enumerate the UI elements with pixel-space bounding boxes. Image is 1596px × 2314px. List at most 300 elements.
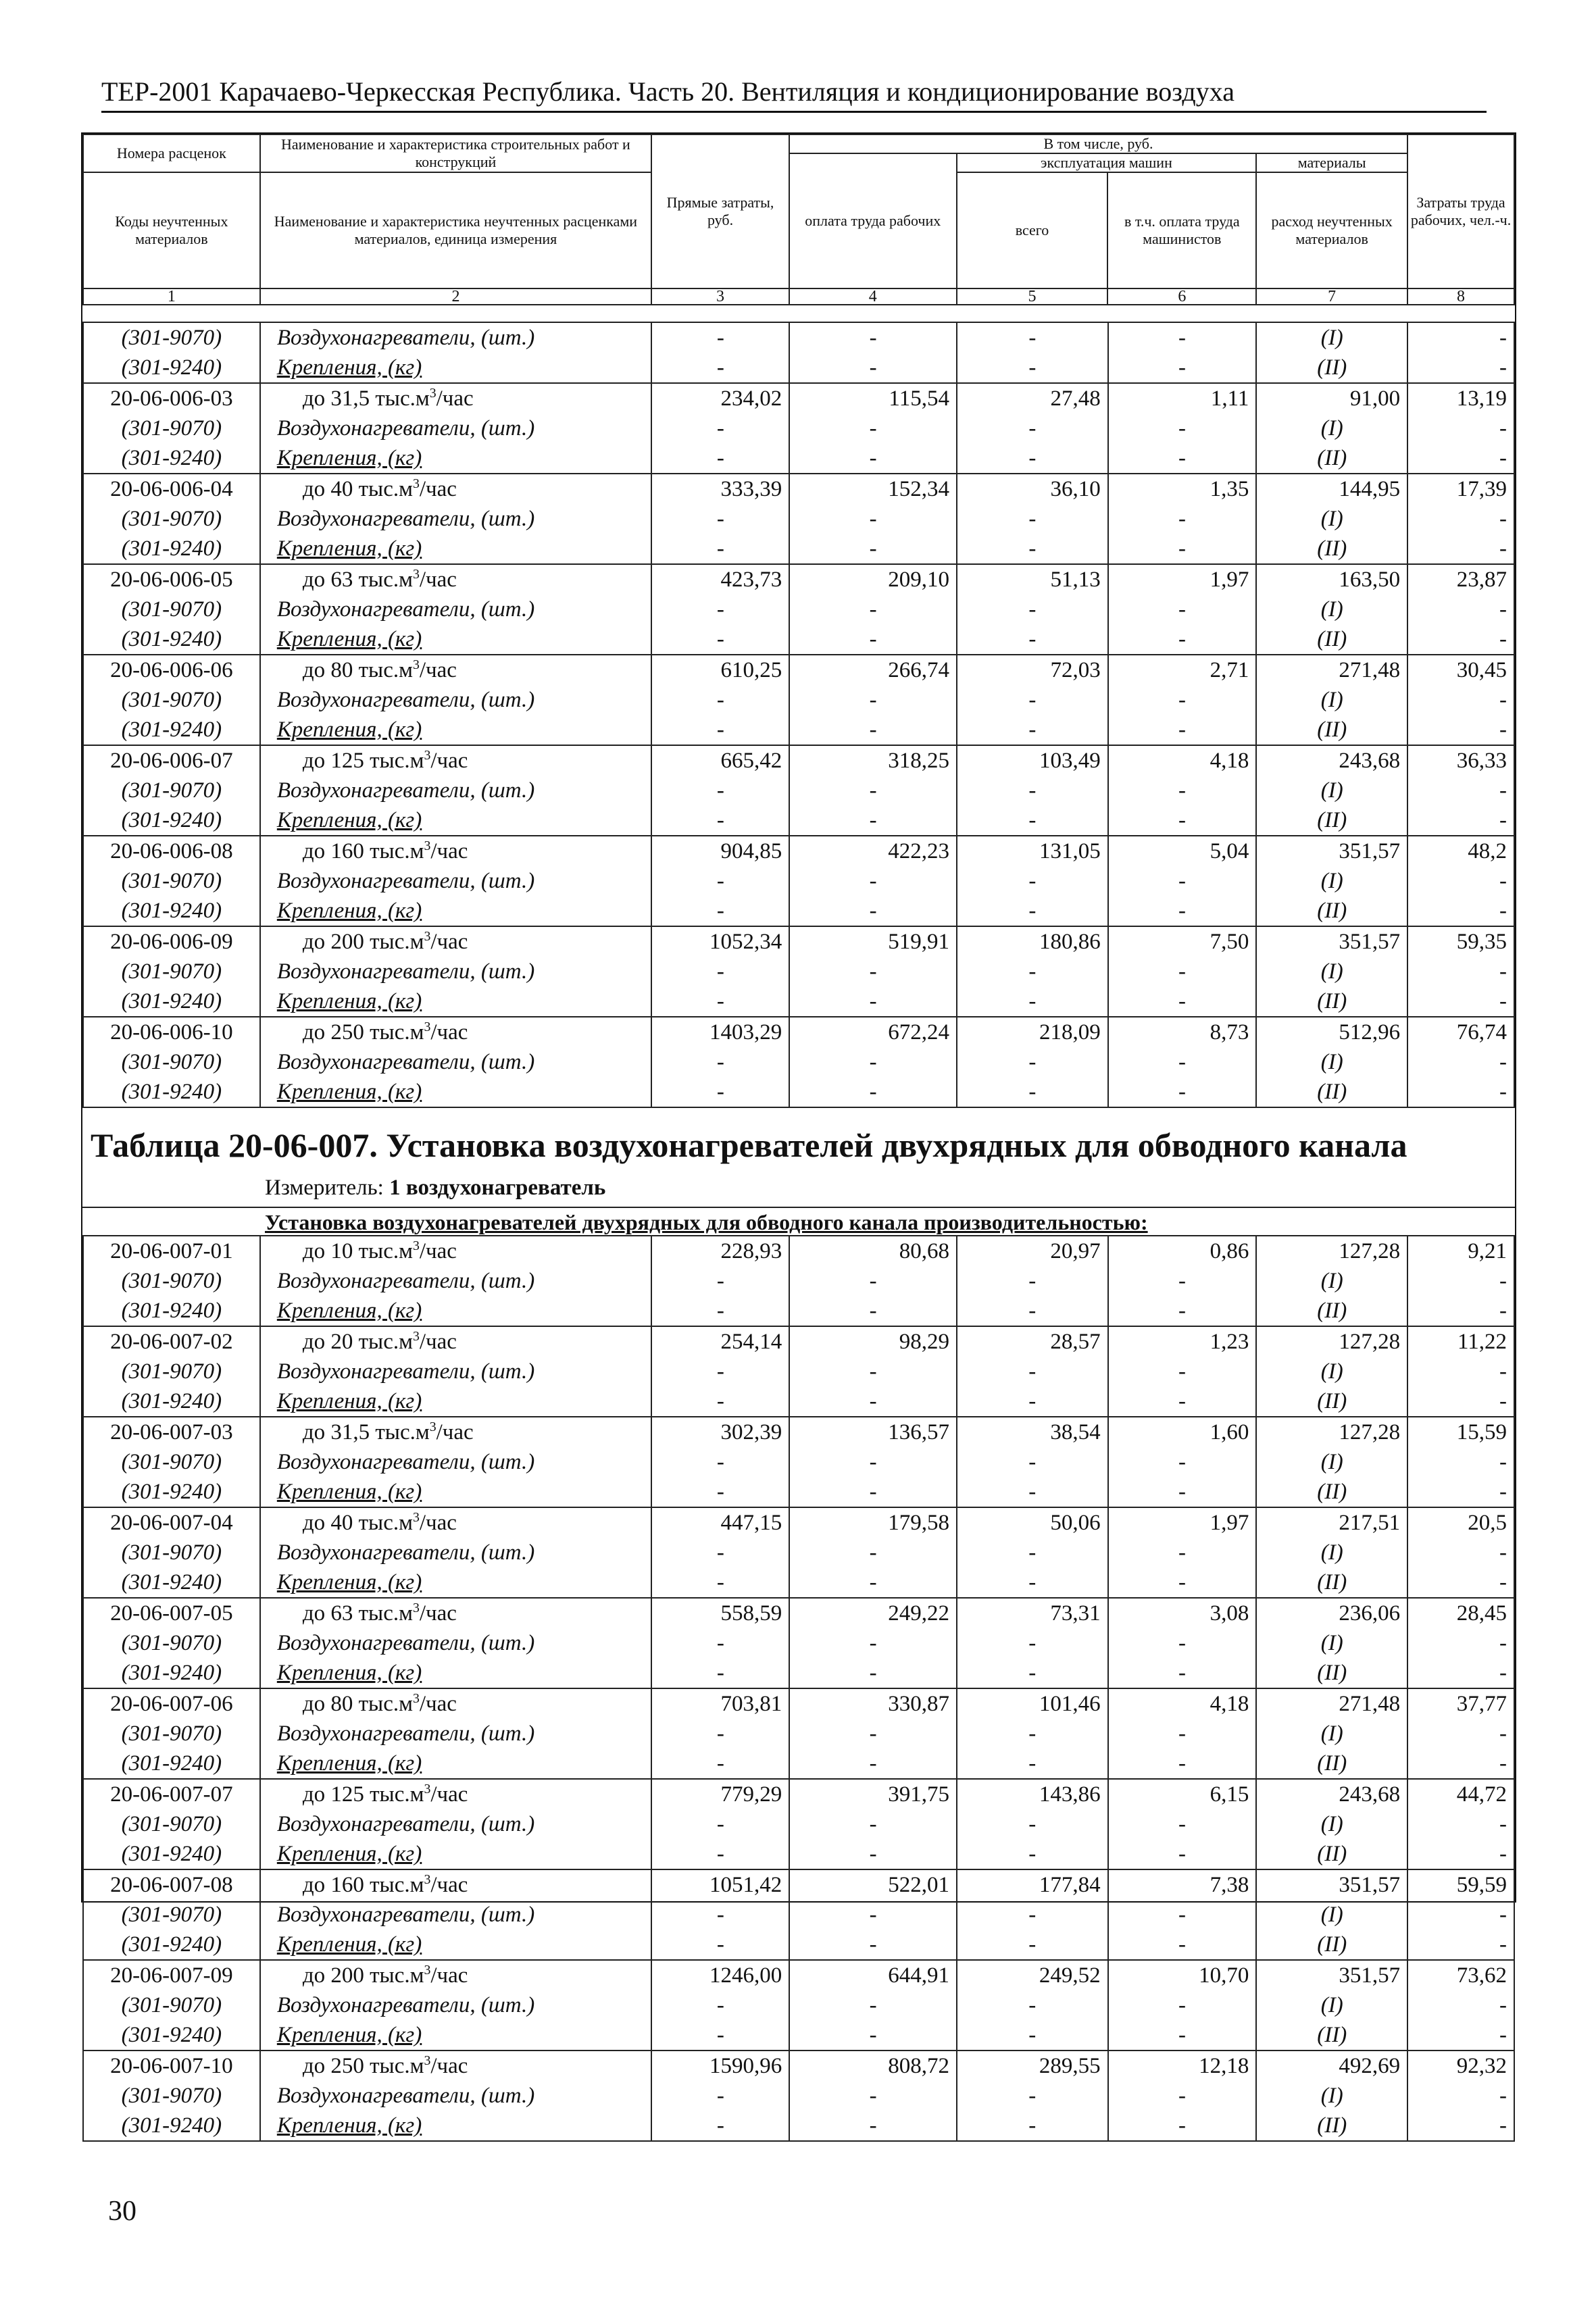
col-number: 1 (83, 288, 260, 305)
empty-value: - (957, 322, 1108, 353)
value-mach: 177,84 (957, 1869, 1108, 1900)
value-mach: 218,09 (957, 1017, 1108, 1047)
rate-name (260, 1869, 652, 1900)
empty-value: - (651, 353, 789, 383)
rate-name-text: до 20 тыс.м (302, 1330, 413, 1354)
empty-value: - (1108, 353, 1257, 383)
value-mach: 38,54 (957, 1417, 1108, 1447)
rate-code: 20-06-006-10 (83, 1017, 260, 1047)
header-material-name: Наименование и характеристика неучтенных расценками материалов, единица измерения (260, 172, 651, 288)
table-row (83, 1749, 1514, 1779)
table-row (83, 1628, 1514, 1658)
material-name: Крепления, (кг) (260, 896, 652, 926)
header-direct-costs: Прямые затраты, руб. (651, 134, 789, 288)
value-material: 127,28 (1256, 1417, 1407, 1447)
value-mach-labor: 1,23 (1108, 1326, 1257, 1357)
material-ref: (I) (1256, 1900, 1407, 1930)
value-direct: 610,25 (651, 655, 789, 685)
empty-value: - (957, 986, 1108, 1017)
rate-name (260, 1417, 652, 1447)
empty-value: - (1407, 1047, 1514, 1077)
value-direct: 1590,96 (651, 2051, 789, 2081)
material-name: Крепления, (кг) (260, 2111, 652, 2141)
empty-value: - (957, 1628, 1108, 1658)
empty-value: - (1407, 534, 1514, 564)
material-ref: (II) (1256, 986, 1407, 1017)
empty-value: - (651, 1749, 789, 1779)
empty-value: - (651, 1296, 789, 1326)
rate-unit: /час (419, 1239, 457, 1263)
table-row (83, 1447, 1514, 1477)
empty-value: - (957, 534, 1108, 564)
empty-value: - (789, 1628, 957, 1658)
unit-superscript: 3 (424, 748, 431, 763)
material-code: (301-9070) (83, 866, 260, 896)
rate-name-text: до 40 тыс.м (302, 1511, 413, 1535)
empty-value: - (789, 504, 957, 534)
value-material: 351,57 (1256, 1869, 1407, 1900)
table-row (83, 1809, 1514, 1839)
value-direct: 1051,42 (651, 1869, 789, 1900)
rate-code: 20-06-007-02 (83, 1326, 260, 1357)
material-name: Воздухонагреватели, (шт.) (260, 685, 652, 715)
empty-value: - (1407, 1900, 1514, 1930)
empty-value: - (789, 1296, 957, 1326)
material-code: (301-9070) (83, 1628, 260, 1658)
empty-value: - (1108, 896, 1257, 926)
value-hours: 48,2 (1407, 836, 1514, 866)
value-hours: 76,74 (1407, 1017, 1514, 1047)
empty-value: - (789, 1809, 957, 1839)
value-labor: 330,87 (789, 1688, 957, 1719)
empty-value: - (651, 1477, 789, 1507)
rate-code: 20-06-007-07 (83, 1779, 260, 1809)
empty-value: - (957, 1930, 1108, 1960)
value-mach-labor: 8,73 (1108, 1017, 1257, 1047)
value-material: 243,68 (1256, 1779, 1407, 1809)
empty-value: - (651, 2111, 789, 2141)
value-direct: 779,29 (651, 1779, 789, 1809)
material-name: Крепления, (кг) (260, 443, 652, 474)
material-ref: (II) (1256, 1749, 1407, 1779)
table-row (83, 1598, 1514, 1628)
empty-value: - (789, 1386, 957, 1417)
material-name: Воздухонагреватели, (шт.) (260, 1719, 652, 1749)
unit-superscript: 3 (413, 567, 420, 582)
table-2-subtitle-row (82, 1207, 1515, 1236)
empty-value: - (651, 504, 789, 534)
value-mach-labor: 1,11 (1108, 383, 1257, 413)
header-material-consumption: расход неучтенных материалов (1256, 172, 1407, 288)
empty-value: - (789, 1447, 957, 1477)
empty-value: - (789, 353, 957, 383)
value-mach-labor: 1,60 (1108, 1417, 1257, 1447)
material-code: (301-9240) (83, 353, 260, 383)
value-material: 217,51 (1256, 1507, 1407, 1538)
empty-value: - (651, 896, 789, 926)
value-mach-labor: 5,04 (1108, 836, 1257, 866)
table-row (83, 1507, 1514, 1538)
rate-name-text: до 125 тыс.м (302, 749, 424, 773)
empty-value: - (957, 2020, 1108, 2051)
value-mach: 36,10 (957, 474, 1108, 504)
empty-value: - (651, 413, 789, 443)
material-name: Воздухонагреватели, (шт.) (260, 1357, 652, 1386)
empty-value: - (957, 1386, 1108, 1417)
material-ref: (I) (1256, 866, 1407, 896)
table-row (83, 624, 1514, 655)
rate-unit: /час (419, 477, 457, 501)
empty-value: - (957, 1809, 1108, 1839)
material-code: (301-9070) (83, 1809, 260, 1839)
empty-value: - (651, 2081, 789, 2111)
empty-value: - (1108, 1900, 1257, 1930)
rate-name-text: до 31,5 тыс.м (302, 1420, 430, 1444)
material-ref: (II) (1256, 1930, 1407, 1960)
empty-value: - (1108, 322, 1257, 353)
table-row (83, 1567, 1514, 1598)
value-mach: 131,05 (957, 836, 1108, 866)
empty-value: - (651, 805, 789, 836)
table-row (83, 1719, 1514, 1749)
empty-value: - (1108, 504, 1257, 534)
empty-value: - (1407, 1296, 1514, 1326)
rate-unit: /час (419, 1601, 457, 1626)
material-ref: (II) (1256, 1077, 1407, 1107)
table-row (83, 776, 1514, 805)
table-row (83, 1658, 1514, 1688)
meter-value: 1 воздухонагреватель (389, 1176, 606, 1200)
rate-code: 20-06-006-08 (83, 836, 260, 866)
empty-value: - (1407, 1077, 1514, 1107)
value-hours: 37,77 (1407, 1688, 1514, 1719)
rate-name-text: до 63 тыс.м (302, 568, 413, 592)
empty-value: - (789, 322, 957, 353)
material-code: (301-9070) (83, 1990, 260, 2020)
table-row (83, 353, 1514, 383)
rate-name (260, 1326, 652, 1357)
value-direct: 447,15 (651, 1507, 789, 1538)
material-name: Воздухонагреватели, (шт.) (260, 1047, 652, 1077)
table-row (83, 1930, 1514, 1960)
material-name: Крепления, (кг) (260, 1839, 652, 1869)
rate-code: 20-06-006-03 (83, 383, 260, 413)
empty-value: - (957, 1447, 1108, 1477)
header-labor-pay: оплата труда рабочих (789, 153, 957, 288)
material-ref: (I) (1256, 2081, 1407, 2111)
header-machinist-pay: в т.ч. оплата труда машинистов (1107, 172, 1256, 288)
material-code: (301-9070) (83, 957, 260, 986)
empty-value: - (1108, 624, 1257, 655)
material-code: (301-9240) (83, 1658, 260, 1688)
empty-value: - (651, 1047, 789, 1077)
rate-unit: /час (419, 1692, 457, 1716)
rate-name-text: до 250 тыс.м (302, 2054, 424, 2078)
table-row (83, 2111, 1514, 2141)
value-direct: 703,81 (651, 1688, 789, 1719)
material-name: Крепления, (кг) (260, 1749, 652, 1779)
empty-value: - (789, 715, 957, 745)
material-ref: (I) (1256, 1047, 1407, 1077)
material-ref: (II) (1256, 443, 1407, 474)
empty-value: - (651, 776, 789, 805)
material-name: Воздухонагреватели, (шт.) (260, 504, 652, 534)
value-hours: 9,21 (1407, 1236, 1514, 1266)
value-direct: 558,59 (651, 1598, 789, 1628)
table-row (83, 715, 1514, 745)
material-name: Воздухонагреватели, (шт.) (260, 1266, 652, 1296)
value-mach-labor: 1,97 (1108, 564, 1257, 595)
header-materials: материалы (1256, 153, 1407, 172)
empty-value: - (1108, 1477, 1257, 1507)
empty-value: - (789, 1047, 957, 1077)
table-2-title: Таблица 20-06-007. Установка воздухонагревателей двухрядных для обводного канала (91, 1126, 1407, 1164)
empty-value: - (651, 1266, 789, 1296)
empty-value: - (1108, 1809, 1257, 1839)
empty-value: - (1407, 1658, 1514, 1688)
rate-code: 20-06-007-08 (83, 1869, 260, 1900)
value-mach: 50,06 (957, 1507, 1108, 1538)
empty-value: - (1407, 1990, 1514, 2020)
empty-value: - (957, 685, 1108, 715)
table-row (83, 1990, 1514, 2020)
empty-value: - (651, 534, 789, 564)
empty-value: - (651, 957, 789, 986)
empty-value: - (789, 1990, 957, 2020)
value-mach: 72,03 (957, 655, 1108, 685)
empty-value: - (957, 1477, 1108, 1507)
table-2-body (82, 1235, 1515, 2142)
rate-code: 20-06-007-10 (83, 2051, 260, 2081)
table-row (83, 957, 1514, 986)
table-row (83, 564, 1514, 595)
value-labor: 672,24 (789, 1017, 957, 1047)
empty-value: - (1108, 805, 1257, 836)
rate-unit: /час (436, 1420, 474, 1444)
material-code: (301-9240) (83, 1749, 260, 1779)
value-mach-labor: 10,70 (1108, 1960, 1257, 1990)
value-labor: 179,58 (789, 1507, 957, 1538)
value-direct: 234,02 (651, 383, 789, 413)
unit-superscript: 3 (429, 1419, 437, 1434)
material-name: Воздухонагреватели, (шт.) (260, 1447, 652, 1477)
rate-name-text: до 160 тыс.м (302, 839, 424, 863)
material-code: (301-9240) (83, 624, 260, 655)
material-code: (301-9240) (83, 534, 260, 564)
material-ref: (II) (1256, 353, 1407, 383)
empty-value: - (789, 1477, 957, 1507)
material-name: Крепления, (кг) (260, 1930, 652, 1960)
table-row (83, 1839, 1514, 1869)
value-hours: 59,35 (1407, 926, 1514, 957)
empty-value: - (1108, 1628, 1257, 1658)
material-name: Крепления, (кг) (260, 986, 652, 1017)
unit-superscript: 3 (424, 1872, 431, 1887)
empty-value: - (789, 986, 957, 1017)
empty-value: - (957, 715, 1108, 745)
value-labor: 266,74 (789, 655, 957, 685)
material-name: Воздухонагреватели, (шт.) (260, 2081, 652, 2111)
value-mach: 51,13 (957, 564, 1108, 595)
col-number: 3 (651, 288, 789, 305)
empty-value: - (1407, 1628, 1514, 1658)
material-ref: (II) (1256, 715, 1407, 745)
empty-value: - (1407, 504, 1514, 534)
value-hours: 13,19 (1407, 383, 1514, 413)
unit-superscript: 3 (424, 1782, 431, 1796)
value-labor: 808,72 (789, 2051, 957, 2081)
empty-value: - (789, 534, 957, 564)
table-row (83, 745, 1514, 776)
unit-superscript: 3 (413, 1329, 420, 1344)
empty-value: - (1407, 1477, 1514, 1507)
material-name: Крепления, (кг) (260, 1477, 652, 1507)
rate-unit: /час (430, 2054, 468, 2078)
empty-value: - (1108, 1538, 1257, 1567)
table-row (83, 1296, 1514, 1326)
material-name: Воздухонагреватели, (шт.) (260, 866, 652, 896)
rate-code: 20-06-007-03 (83, 1417, 260, 1447)
empty-value: - (1407, 1809, 1514, 1839)
empty-value: - (1407, 805, 1514, 836)
empty-value: - (1407, 353, 1514, 383)
unit-superscript: 3 (424, 1020, 431, 1034)
empty-value: - (1108, 413, 1257, 443)
material-code: (301-9070) (83, 322, 260, 353)
rate-name (260, 926, 652, 957)
material-name: Крепления, (кг) (260, 1658, 652, 1688)
rate-name-text: до 31,5 тыс.м (302, 386, 430, 411)
rate-unit: /час (419, 1330, 457, 1354)
value-hours: 36,33 (1407, 745, 1514, 776)
material-ref: (I) (1256, 1990, 1407, 2020)
value-material: 492,69 (1256, 2051, 1407, 2081)
material-code: (301-9240) (83, 1930, 260, 1960)
unit-superscript: 3 (413, 1510, 420, 1525)
empty-value: - (1108, 1357, 1257, 1386)
header-including-group: В том числе, руб. (789, 134, 1407, 153)
empty-value: - (957, 957, 1108, 986)
material-code: (301-9070) (83, 685, 260, 715)
empty-value: - (957, 776, 1108, 805)
empty-value: - (651, 1447, 789, 1477)
rate-unit: /час (430, 1020, 468, 1045)
value-mach: 143,86 (957, 1779, 1108, 1809)
value-mach: 103,49 (957, 745, 1108, 776)
page-number: 30 (108, 2196, 136, 2227)
empty-value: - (789, 1930, 957, 1960)
empty-value: - (957, 595, 1108, 624)
material-ref: (I) (1256, 1809, 1407, 1839)
rate-name (260, 1236, 652, 1266)
value-mach-labor: 2,71 (1108, 655, 1257, 685)
empty-value: - (1407, 685, 1514, 715)
table-row (83, 1900, 1514, 1930)
rate-name (260, 1598, 652, 1628)
empty-value: - (1108, 595, 1257, 624)
empty-value: - (789, 896, 957, 926)
material-ref: (I) (1256, 776, 1407, 805)
empty-value: - (789, 1658, 957, 1688)
table-row (83, 1538, 1514, 1567)
rate-unit: /час (430, 1963, 468, 1988)
material-code: (301-9070) (83, 1900, 260, 1930)
empty-value: - (651, 1386, 789, 1417)
rate-unit: /час (430, 1782, 468, 1807)
value-direct: 904,85 (651, 836, 789, 866)
material-name: Воздухонагреватели, (шт.) (260, 1538, 652, 1567)
empty-value: - (957, 1567, 1108, 1598)
material-name: Воздухонагреватели, (шт.) (260, 957, 652, 986)
material-ref: (I) (1256, 1719, 1407, 1749)
rate-unit: /час (419, 1511, 457, 1535)
empty-value: - (957, 1900, 1108, 1930)
empty-value: - (1108, 1047, 1257, 1077)
table-row (83, 504, 1514, 534)
empty-value: - (1108, 685, 1257, 715)
value-material: 351,57 (1256, 836, 1407, 866)
unit-superscript: 3 (413, 1691, 420, 1706)
value-labor: 136,57 (789, 1417, 957, 1447)
empty-value: - (1108, 1296, 1257, 1326)
material-name: Крепления, (кг) (260, 353, 652, 383)
empty-value: - (1108, 1077, 1257, 1107)
empty-value: - (789, 1077, 957, 1107)
col-number: 5 (957, 288, 1108, 305)
material-name: Крепления, (кг) (260, 805, 652, 836)
empty-value: - (957, 2081, 1108, 2111)
rate-name-text: до 250 тыс.м (302, 1020, 424, 1045)
empty-value: - (651, 866, 789, 896)
rate-code: 20-06-007-06 (83, 1688, 260, 1719)
rate-unit: /час (419, 658, 457, 682)
empty-value: - (789, 2111, 957, 2141)
empty-value: - (957, 1047, 1108, 1077)
empty-value: - (789, 2020, 957, 2051)
value-hours: 30,45 (1407, 655, 1514, 685)
value-material: 144,95 (1256, 474, 1407, 504)
value-mach-labor: 4,18 (1108, 745, 1257, 776)
empty-value: - (651, 1719, 789, 1749)
material-name: Воздухонагреватели, (шт.) (260, 322, 652, 353)
material-ref: (I) (1256, 595, 1407, 624)
empty-value: - (957, 443, 1108, 474)
material-code: (301-9070) (83, 1047, 260, 1077)
header-rule (101, 111, 1487, 113)
empty-value: - (957, 1296, 1108, 1326)
empty-value: - (789, 1719, 957, 1749)
empty-value: - (789, 1567, 957, 1598)
material-ref: (II) (1256, 896, 1407, 926)
material-name: Воздухонагреватели, (шт.) (260, 413, 652, 443)
value-direct: 1246,00 (651, 1960, 789, 1990)
rate-name (260, 1017, 652, 1047)
value-hours: 73,62 (1407, 1960, 1514, 1990)
material-ref: (II) (1256, 1386, 1407, 1417)
rate-name (260, 1960, 652, 1990)
material-code: (301-9240) (83, 1839, 260, 1869)
material-ref: (II) (1256, 2020, 1407, 2051)
value-mach-labor: 7,38 (1108, 1869, 1257, 1900)
value-direct: 254,14 (651, 1326, 789, 1357)
table-row (83, 1477, 1514, 1507)
empty-value: - (1407, 957, 1514, 986)
rate-code: 20-06-007-01 (83, 1236, 260, 1266)
table-row (83, 322, 1514, 353)
empty-value: - (1407, 1538, 1514, 1567)
rate-unit: /час (430, 1873, 468, 1897)
value-hours: 20,5 (1407, 1507, 1514, 1538)
